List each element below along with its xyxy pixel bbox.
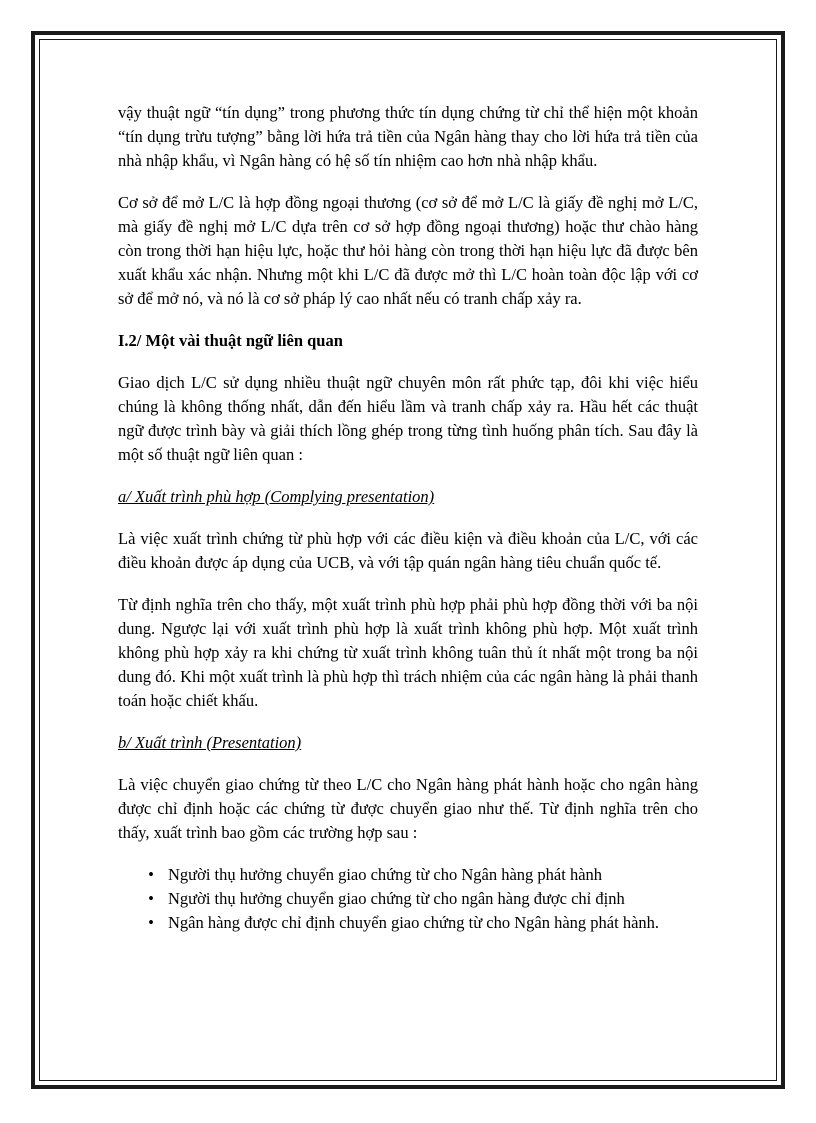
bullet-icon: • <box>148 865 154 884</box>
paragraph-5: Từ định nghĩa trên cho thấy, một xuất trình phù hợp phải phù hợp đồng thời với ba nội dung. Ngược lại với xuất trình phù hợp là xuất trình không phù hợp. Một xuất trình không phù hợp xảy ra khi chứng từ xuất trình không tuân thủ ít nhất một trong ba nội dung đó. Khi một xuất trình là phù hợp thì trách nhiệm của các ngân hàng là phải thanh toán hoặc chiết khấu. <box>118 595 698 710</box>
section-heading: I.2/ Một vài thuật ngữ liên quan <box>118 331 343 350</box>
paragraph-2: Cơ sở để mở L/C là hợp đồng ngoại thương (cơ sở để mở L/C là giấy đề nghị mở L/C, mà giấy đề nghị mở L/C dựa trên cơ sở hợp đồng ngoại thương) hoặc thư chào hàng còn trong thời hạn hiệu lực, hoặc thư hỏi hàng còn trong thời hạn hiệu lực đã được bên xuất khẩu xác nhận. Nhưng một khi L/C đã được mở thì L/C hoàn toàn độc lập với cơ sở để mở nó, và nó là cơ sở pháp lý cao nhất nếu có tranh chấp xảy ra. <box>118 193 698 308</box>
list-item-text: Người thụ hưởng chuyển giao chứng từ cho Ngân hàng phát hành <box>168 865 603 884</box>
paragraph-6: Là việc chuyển giao chứng từ theo L/C cho Ngân hàng phát hành hoặc cho ngân hàng được chỉ định hoặc các chứng từ được chuyển giao như thế. Từ định nghĩa trên cho thấy, xuất trình bao gồm các trường hợp sau : <box>118 775 698 842</box>
document-body <box>118 101 698 935</box>
subheading-b: b/ Xuất trình (Presentation) <box>118 733 302 752</box>
bullet-list <box>118 863 698 935</box>
list-item <box>148 863 698 887</box>
list-item <box>148 887 698 911</box>
paragraph-3: Giao dịch L/C sử dụng nhiều thuật ngữ chuyên môn rất phức tạp, đôi khi việc hiểu chúng là không thống nhất, dẫn đến hiểu lầm và tranh chấp xảy ra. Hầu hết các thuật ngữ được trình bày và giải thích lồng ghép trong từng tình huống phân tích. Sau đây là một số thuật ngữ liên quan : <box>118 373 698 464</box>
paragraph-1: vậy thuật ngữ “tín dụng” trong phương thức tín dụng chứng từ chỉ thể hiện một khoản “tín dụng trừu tượng” bằng lời hứa trả tiền của Ngân hàng thay cho lời hứa trả tiền của nhà nhập khẩu, vì Ngân hàng có hệ số tín nhiệm cao hơn nhà nhập khẩu. <box>118 103 698 170</box>
bullet-icon: • <box>148 889 154 908</box>
paragraph-4: Là việc xuất trình chứng từ phù hợp với các điều kiện và điều khoản của L/C, với các điều khoản được áp dụng của UCB, và với tập quán ngân hàng tiêu chuẩn quốc tế. <box>118 529 698 572</box>
list-item-text: Ngân hàng được chỉ định chuyển giao chứng từ cho Ngân hàng phát hành. <box>168 913 660 932</box>
bullet-icon: • <box>148 913 154 932</box>
subheading-a: a/ Xuất trình phù hợp (Complying presentation) <box>118 487 435 506</box>
list-item <box>148 911 698 935</box>
list-item-text: Người thụ hưởng chuyển giao chứng từ cho ngân hàng được chỉ định <box>168 889 625 908</box>
